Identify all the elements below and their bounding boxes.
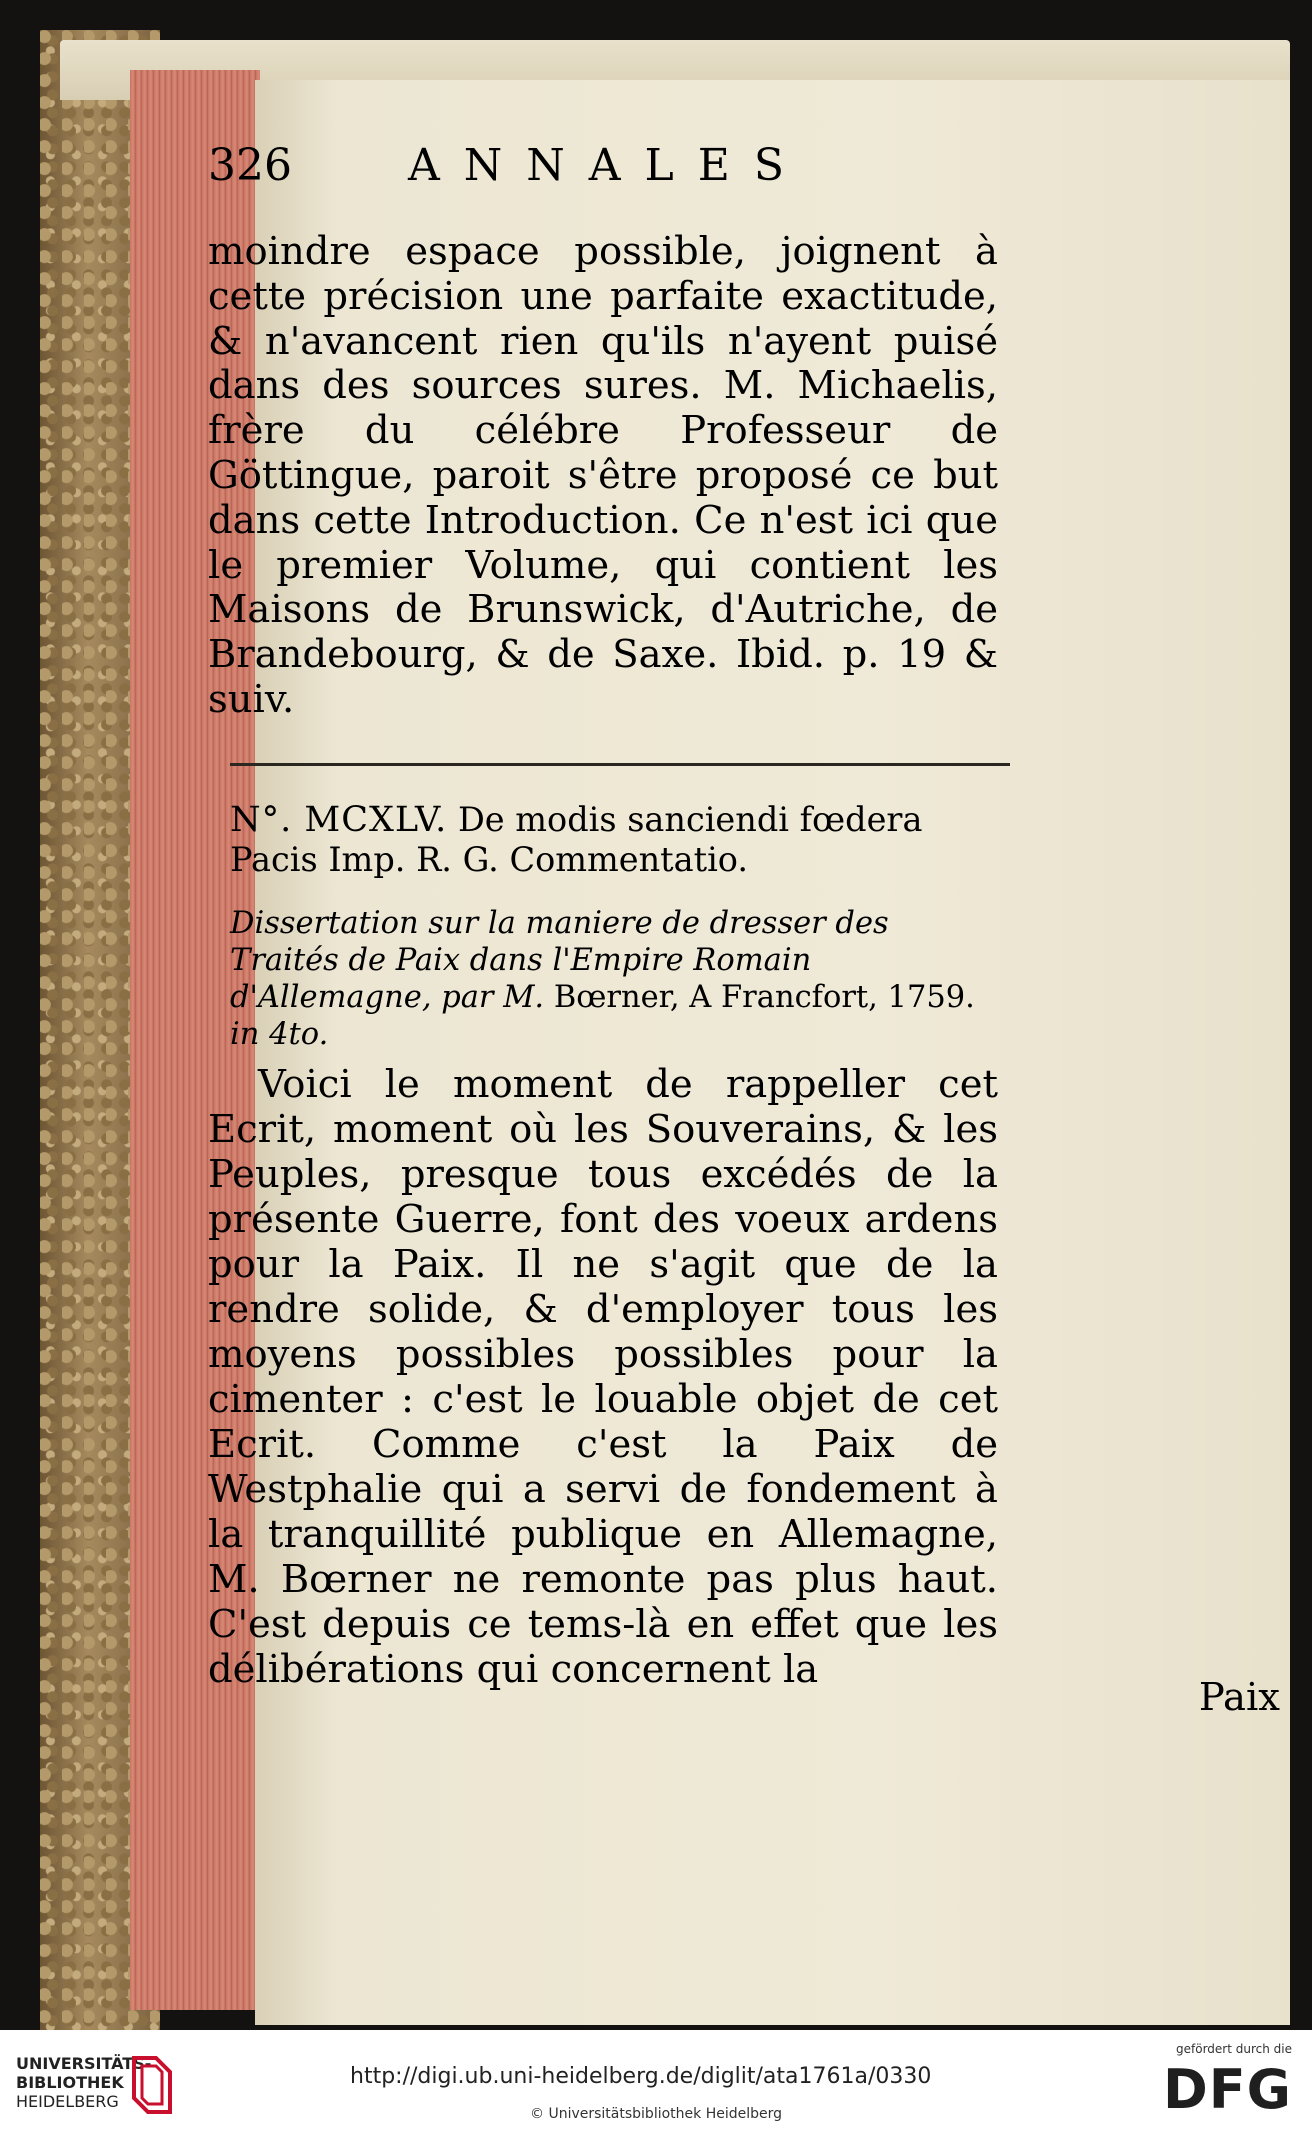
entry-heading [230,800,1005,880]
funding-label: gefördert durch die [1176,2042,1292,2056]
entry-translation [230,905,1005,1053]
entry-number: N°. MCXLV. [230,800,448,840]
translation-format: in 4to. [230,1017,329,1052]
paragraph-2: Voici le moment de rappeller cet Ecrit, moment où les Souverains, & les Peuples, presque tous excédés de la présente Guerre, font des voeux ardens pour la Paix. Il ne s'agit que de la rendre solide, & d'employer tous les moyens possibles possibles pour la cimenter : c'est le louable objet de cet Ecrit. Comme c'est la Paix de Westphalie qui a servi de fondement à la tranquillité publique en Allemagne, M. Bœrner ne remonte pas plus haut. C'est depuis ce tems-là en effet que les délibérations qui concernent la [208,1062,998,1692]
page-number: 326 [208,140,292,191]
catchword: Paix [1198,1675,1280,1720]
copyright-notice: © Universitätsbibliothek Heidelberg [530,2106,783,2122]
library-name-line1: UNIVERSITÄTS- [16,2054,152,2073]
library-emblem-icon [128,2052,176,2118]
permalink-url[interactable]: http://digi.ub.uni-heidelberg.de/diglit/ata1761a/0330 [350,2064,932,2089]
section-rule [230,763,1010,766]
page-header [208,140,1028,200]
footer [0,2030,1312,2135]
running-head: ANNALES [408,140,809,191]
translation-roman: Bœrner, A Francfort, 1759. [553,980,975,1015]
library-name-line3: HEIDELBERG [16,2092,119,2111]
funder-logo: DFG [1162,2058,1292,2121]
entry-title: De modis sanciendi fœdera Pacis Imp. R. G. Commentatio. [230,800,923,879]
translation-italic: Dissertation sur la maniere de dresser des Traités de Paix dans l'Empire Romain d'Allemagne, par M. [230,906,889,1015]
paragraph-1: moindre espace possible, joignent à cette précision une parfaite exactitude, & n'avancent rien qu'ils n'ayent puisé dans des sources sures. M. Michaelis, frère du célébre Professeur de Göttingue, paroit s'être proposé ce but dans cette Introduction. Ce n'est ici que le premier Volume, qui contient les Maisons de Brunswick, d'Autriche, de Brandebourg, & de Saxe. Ibid. p. 19 & suiv. [208,229,998,722]
library-name-line2: BIBLIOTHEK [16,2073,124,2092]
